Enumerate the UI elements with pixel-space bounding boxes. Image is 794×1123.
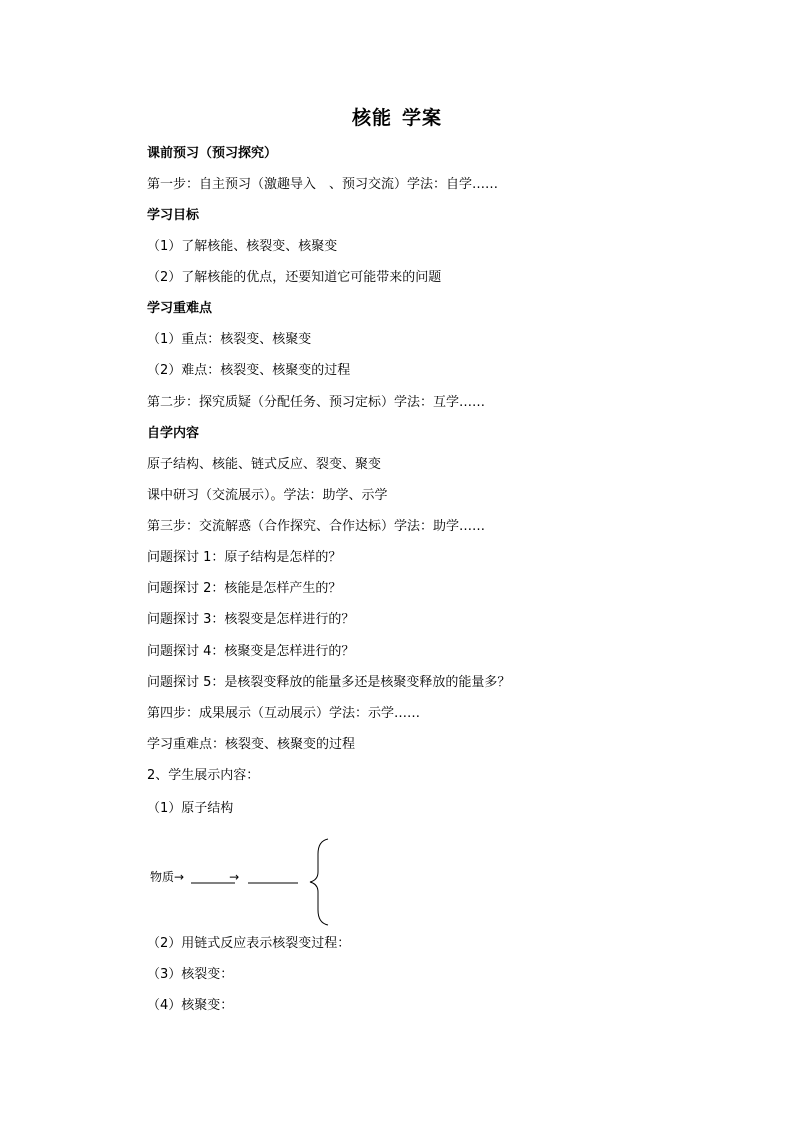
document-title: [0, 103, 794, 130]
question-3: 问题探讨 3：核裂变是怎样进行的？: [147, 612, 355, 627]
title-part-1: 核能: [351, 107, 392, 129]
diagram-arrow-2: →: [229, 870, 240, 884]
student-display-heading: 2、学生展示内容：: [147, 768, 260, 783]
step-four-line: 第四步：成果展示（互动展示）学法：示学……: [147, 706, 421, 721]
key-difficulty-line: 学习重难点：核裂变、核聚变的过程: [147, 737, 356, 752]
question-5: 问题探讨 5：是核裂变释放的能量多还是核聚变释放的能量多？: [147, 675, 511, 690]
self-study-content: 原子结构、核能、链式反应、裂变、聚变: [147, 457, 382, 472]
objective-item-2: （2）了解核能的优点，还要知道它可能带来的问题: [147, 270, 442, 285]
question-1: 问题探讨 1：原子结构是怎样的？: [147, 550, 342, 565]
question-2: 问题探讨 2：核能是怎样产生的？: [147, 581, 342, 596]
diagram-label-text: 物质→: [150, 870, 185, 884]
display-item-1: （1）原子结构: [147, 801, 234, 816]
objective-item-1: （1）了解核能、核裂变、核聚变: [147, 239, 338, 254]
in-class-line: 课中研习（交流展示）。学法：助学、示学: [147, 488, 388, 503]
step-two-line: 第二步：探究质疑（分配任务、预习定标）学法：互学……: [147, 395, 486, 410]
display-item-3: （3）核裂变：: [147, 967, 234, 982]
section-heading-preview: 课前预习（预习探究）: [147, 146, 278, 161]
left-brace: [310, 839, 328, 925]
key-point-item-1: （1）重点：核裂变、核聚变: [147, 332, 312, 347]
display-item-4: （4）核聚变：: [147, 998, 234, 1013]
step-three-line: 第三步：交流解惑（合作探究、合作达标）学法：助学……: [147, 519, 486, 534]
display-item-2: （2）用链式反应表示核裂变过程：: [147, 936, 351, 951]
diagram-label: [150, 869, 239, 885]
atom-structure-diagram: [147, 836, 367, 928]
step-one-line: 第一步：自主预习（激趣导入 、预习交流）学法：自学……: [147, 177, 499, 192]
section-heading-key-points: 学习重难点: [147, 301, 213, 316]
section-heading-objectives: 学习目标: [147, 208, 200, 223]
section-heading-self-study: 自学内容: [147, 426, 200, 441]
question-4: 问题探讨 4：核聚变是怎样进行的？: [147, 644, 355, 659]
key-point-item-2: （2）难点：核裂变、核聚变的过程: [147, 363, 351, 378]
title-part-2: 学案: [402, 107, 443, 129]
